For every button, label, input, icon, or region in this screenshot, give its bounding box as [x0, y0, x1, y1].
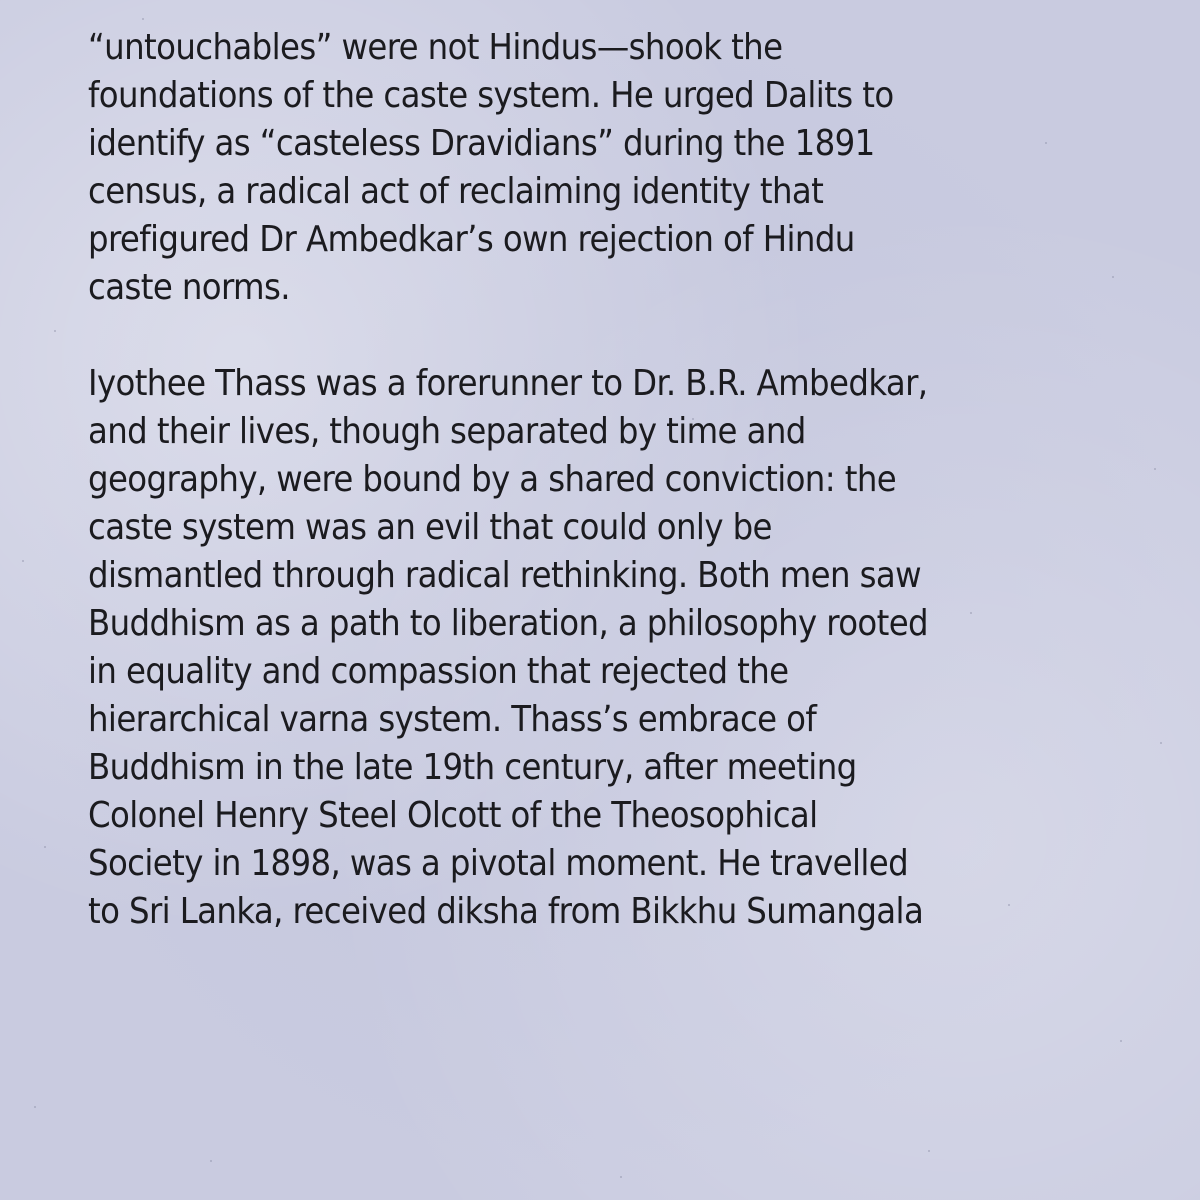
paper-speck — [22, 560, 24, 562]
paper-speck — [928, 1150, 930, 1152]
paragraph-line: Society in 1898, was a pivotal moment. He travelled — [88, 843, 909, 884]
paragraph-line: Colonel Henry Steel Olcott of the Theosophical — [88, 795, 818, 836]
paper-speck — [34, 1106, 36, 1108]
paragraph-line: “untouchables” were not Hindus—shook the — [88, 27, 783, 68]
paragraph-line: Buddhism in the late 19th century, after meeting — [88, 747, 857, 788]
paragraph-line: census, a radical act of reclaiming identity that — [88, 171, 824, 212]
paragraph-line: identify as “casteless Dravidians” during the 1891 — [88, 123, 875, 164]
paper-speck — [620, 1176, 622, 1178]
paragraph-1 — [88, 24, 1168, 312]
paper-speck — [210, 1160, 212, 1162]
paper-speck — [1120, 1040, 1122, 1042]
paper-speck — [54, 330, 56, 332]
paragraph-line: foundations of the caste system. He urged Dalits to — [88, 75, 894, 116]
article-text — [88, 24, 1168, 936]
paragraph-line: prefigured Dr Ambedkar’s own rejection of Hindu — [88, 219, 855, 260]
paragraph-line: geography, were bound by a shared conviction: the — [88, 459, 897, 500]
paragraph-line: caste norms. — [88, 267, 290, 308]
paragraph-line: Buddhism as a path to liberation, a philosophy rooted — [88, 603, 929, 644]
paper-speck — [142, 18, 144, 20]
paragraph-gap — [88, 312, 1168, 360]
paragraph-line: dismantled through radical rethinking. Both men saw — [88, 555, 922, 596]
paragraph-line: caste system was an evil that could only be — [88, 507, 772, 548]
paragraph-line: hierarchical varna system. Thass’s embrace of — [88, 699, 817, 740]
paper-speck — [44, 846, 46, 848]
paragraph-line: in equality and compassion that rejected the — [88, 651, 789, 692]
paragraph-line: to Sri Lanka, received diksha from Bikkhu Sumangala — [88, 891, 924, 932]
paragraph-line: Iyothee Thass was a forerunner to Dr. B.R. Ambedkar, — [88, 363, 928, 404]
paragraph-2 — [88, 360, 1168, 936]
paragraph-line: and their lives, though separated by time and — [88, 411, 806, 452]
